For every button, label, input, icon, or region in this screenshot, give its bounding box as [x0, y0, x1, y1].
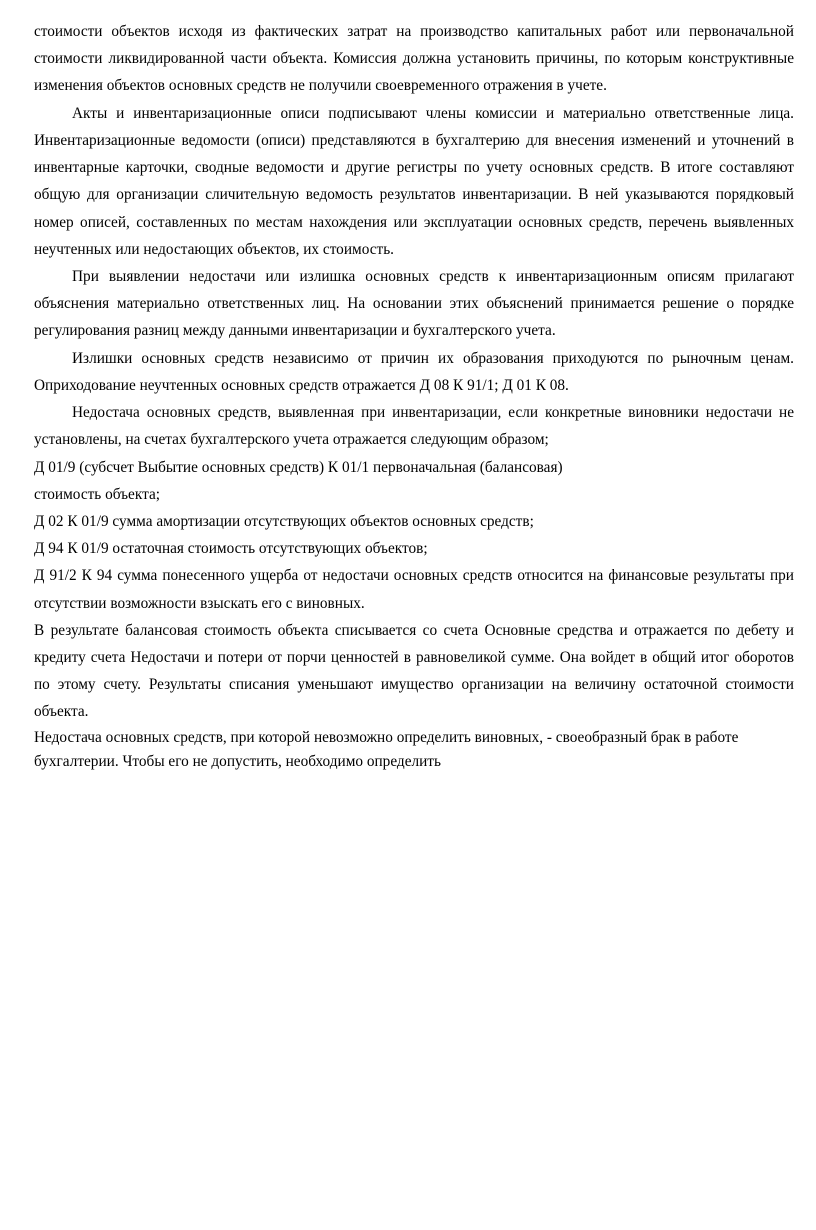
- paragraph-shortage-or-surplus: При выявлении недостачи или излишка основных средств к инвентаризационным описям прилагают объяснения материально ответственных лиц. На основании этих объяснений принимается решение о порядке регулирования разниц между данными инвентаризации и бухгалтерского учета.: [34, 267, 794, 340]
- paragraph-continued-valuation: стоимости объектов исходя из фактических затрат на производство капитальных работ или первоначальной стоимости ликвидированной части объекта. Комиссия должна установить причины, по которым конструктивные изменения объектов основных средств не получили своевременного отражения в учете.: [34, 23, 794, 95]
- document-body: [34, 18, 794, 775]
- entry-d94: Д 94 К 01/9 остаточная стоимость отсутствующих объектов;: [34, 540, 428, 558]
- paragraph-result-balance-value: В результате балансовая стоимость объекта списывается со счета Основные средства и отражается по дебету и кредиту счета Недостачи и потери от порчи ценностей в равновеликой сумме. Она войдет в общий итог оборотов по этому счету. Результаты списания уменьшают имущество организации на величину остаточной стоимости объекта.: [34, 621, 794, 721]
- entry-d01-9-continuation: стоимость объекта;: [34, 485, 160, 503]
- paragraph-surplus-market-prices: Излишки основных средств независимо от причин их образования приходуются по рыночным ценам. Оприходование неучтенных основных средств отражается Д 08 К 91/1; Д 01 К 08.: [34, 349, 794, 394]
- entry-d91-2: Д 91/2 К 94 сумма понесенного ущерба от недостачи основных средств относится на финансовые результаты при отсутствии возможности взыскать его с виновных.: [34, 567, 794, 612]
- entry-d02: Д 02 К 01/9 сумма амортизации отсутствующих объектов основных средств;: [34, 512, 534, 530]
- entry-d01-9: Д 01/9 (субсчет Выбытие основных средств) К 01/1 первоначальная (балансовая): [34, 458, 563, 476]
- paragraph-acts-and-inventory-lists: Акты и инвентаризационные описи подписывают члены комиссии и материально ответственные лица. Инвентаризационные ведомости (описи) представляются в бухгалтерию для внесения изменений и уточнений в инвентарные карточки, сводные ведомости и другие регистры по учету основных средств. В итоге составляют общую для организации сличительную ведомость результатов инвентаризации. В ней указываются порядковый номер описей, составленных по местам нахождения или эксплуатации основных средств, перечень выявленных неучтенных или недостающих объектов, их стоимость.: [34, 104, 794, 258]
- paragraph-shortage-accounting: Недостача основных средств, выявленная при инвентаризации, если конкретные виновники недостачи не установлены, на счетах бухгалтерского учета отражается следующим образом;: [34, 404, 794, 449]
- paragraph-shortage-without-culprits: Недостача основных средств, при которой невозможно определить виновных, - своеобразный брак в работе бухгалтерии. Чтобы его не допустить, необходимо определить: [34, 728, 739, 771]
